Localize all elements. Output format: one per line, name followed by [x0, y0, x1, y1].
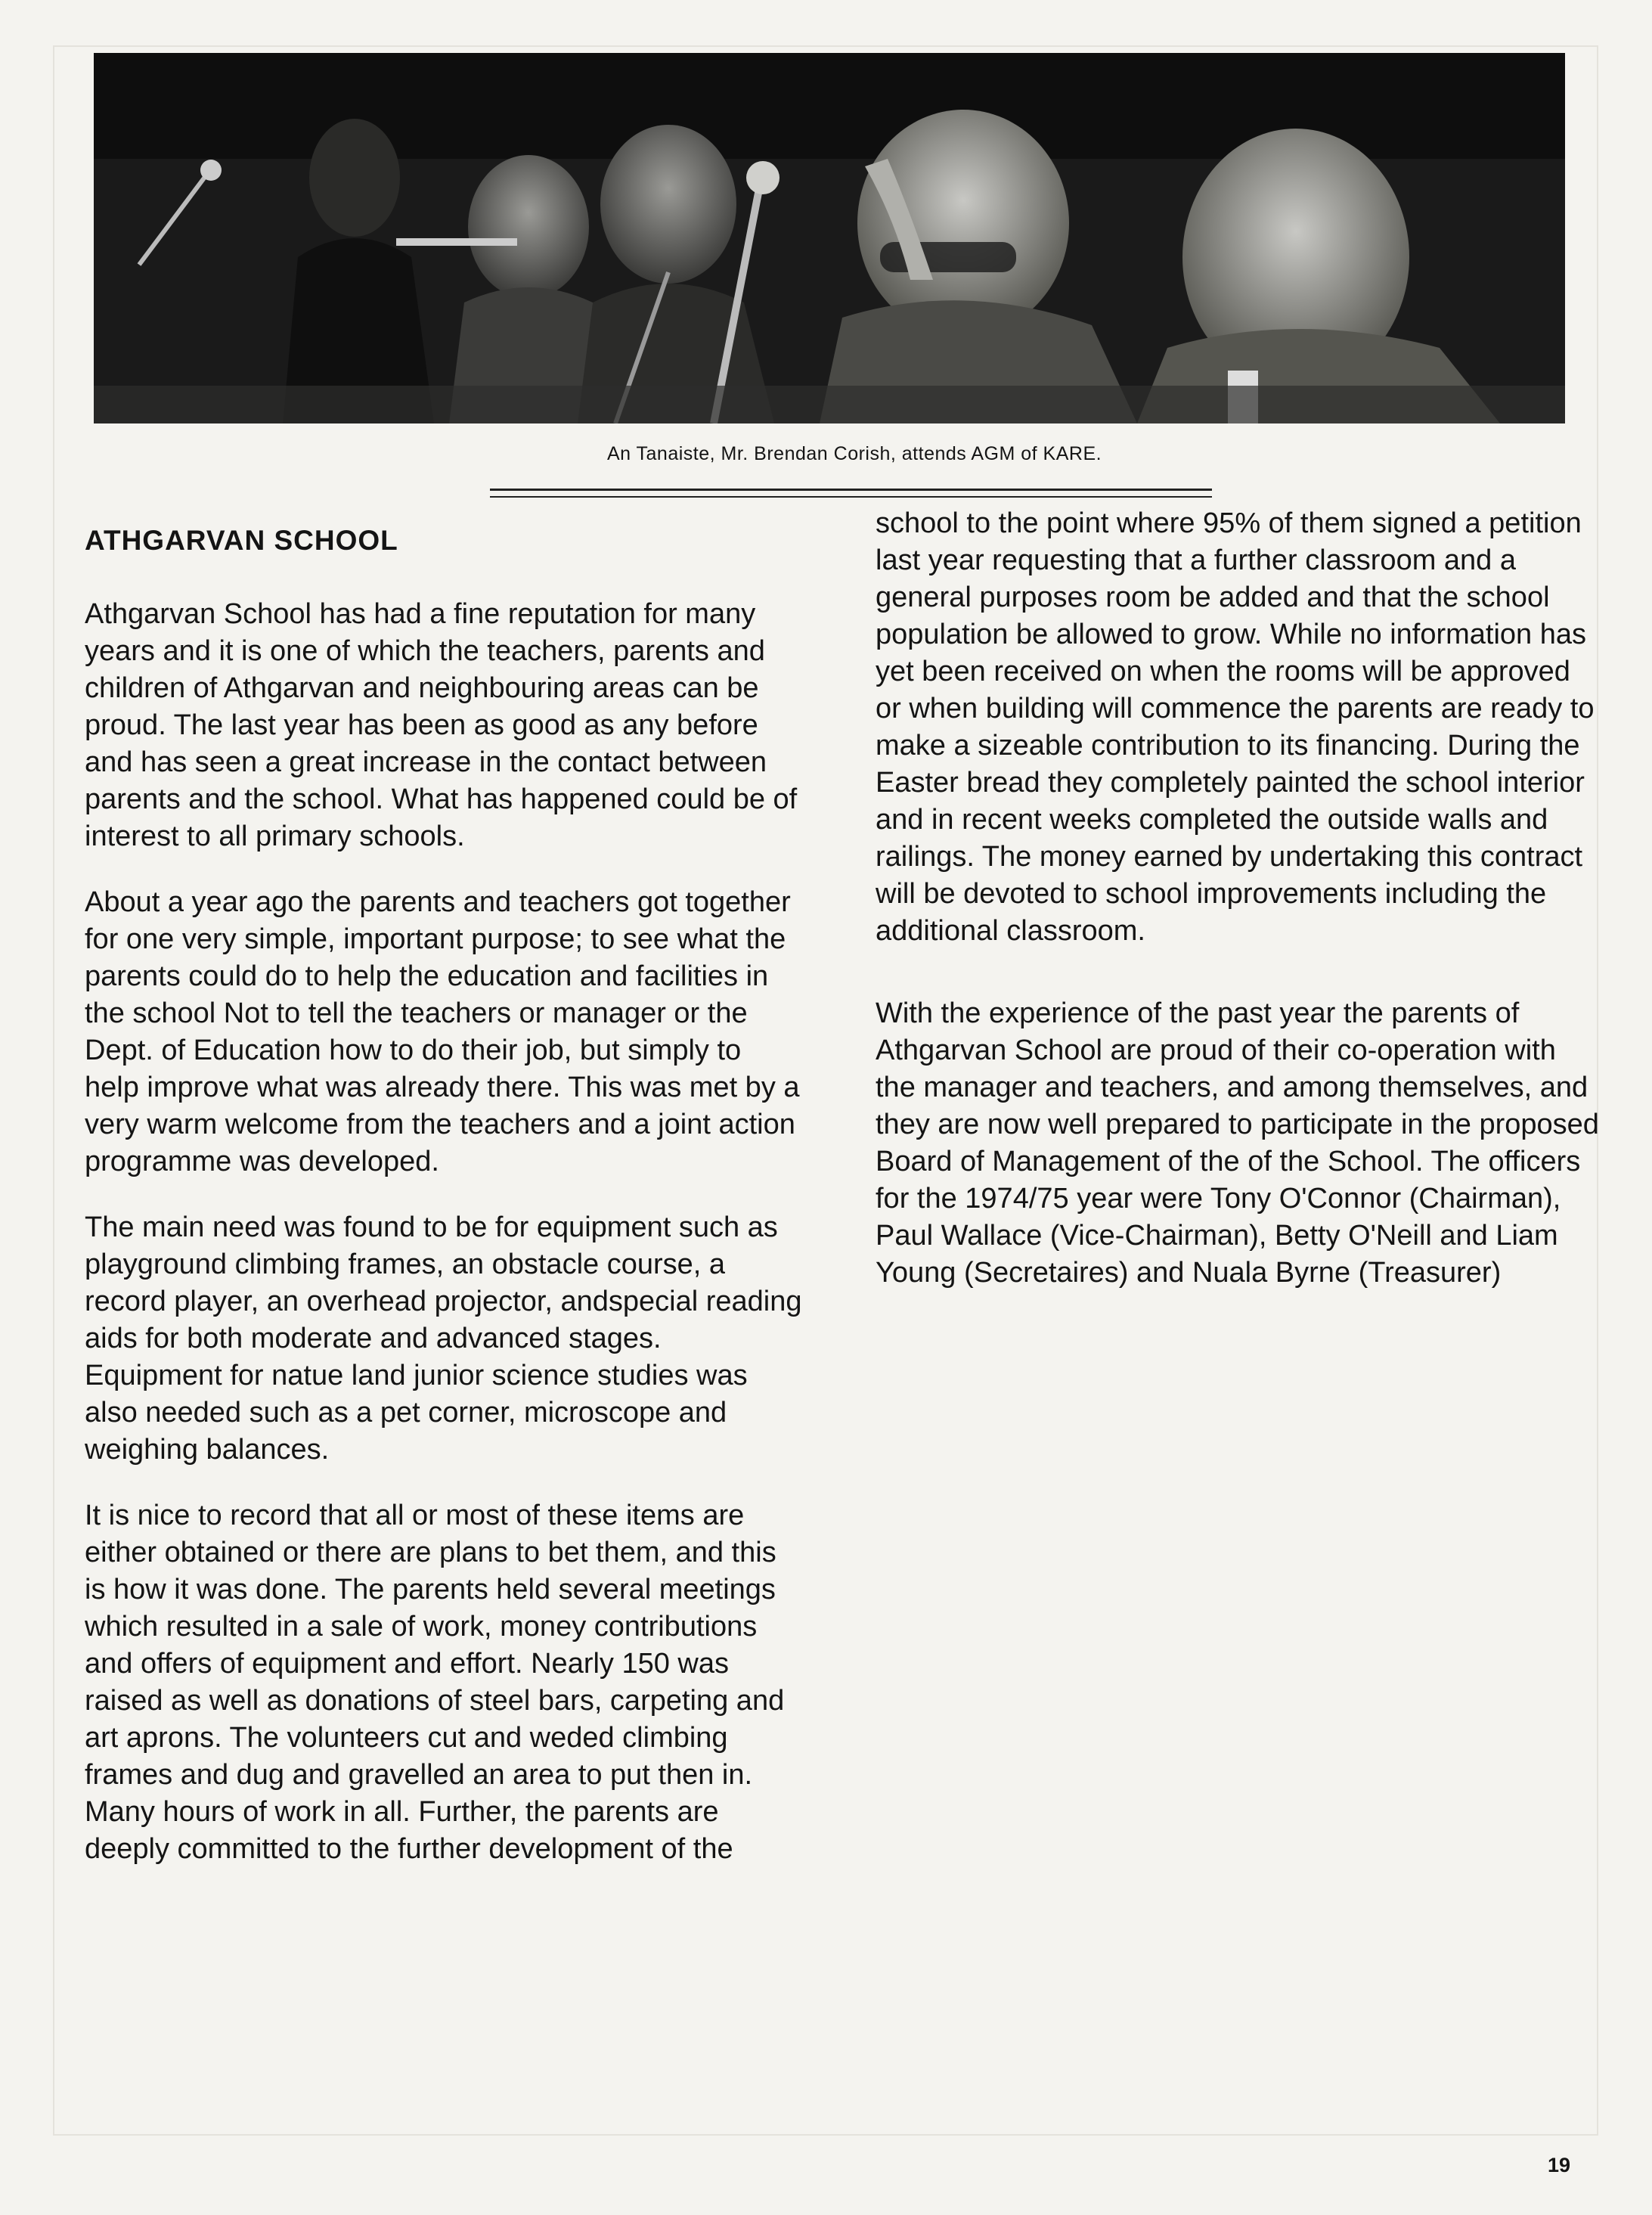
- left-column: [85, 522, 803, 1897]
- article-paragraph: school to the point where 95% of them signed a petition last year requesting that a further classroom and a general purposes room be added and that the school population be allowed to grow. While no information has yet been received on when the rooms will be approved or when building will commence the parents are ready to make a sizeable contribution to its financing. During the Easter bread they completely painted the school interior and in recent weeks completed the outside walls and railings. The money earned by undertaking this contract will be devoted to school improvements including the additional classroom.: [876, 507, 1595, 947]
- article-title: ATHGARVAN SCHOOL: [85, 525, 398, 556]
- meeting-photo: [94, 53, 1565, 423]
- page-number: 19: [1547, 2154, 1570, 2176]
- article-paragraph: Athgarvan School has had a fine reputation for many years and it is one of which the teachers, parents and children of Athgarvan and neighbouring areas can be proud. The last year has been as good as any before and has seen a great increase in the contact between parents and the school. What has happened could be of interest to all primary schools.: [85, 598, 798, 852]
- article-paragraph: With the experience of the past year the parents of Athgarvan School are proud of their co-operation with the manager and teachers, and among themselves, and they are now well prepared to participate in the proposed Board of Management of the of the School. The officers for the 1974/75 year were Tony O'Connor (Chairman), Paul Wallace (Vice-Chairman), Betty O'Neill and Liam Young (Secretaires) and Nuala Byrne (Treasurer): [876, 997, 1599, 1289]
- photo-caption: An Tanaiste, Mr. Brendan Corish, attends AGM of KARE.: [606, 443, 1102, 464]
- article-paragraph: It is nice to record that all or most of these items are either obtained or there are plans to bet them, and this is how it was done. The parents held several meetings which resulted in a sale of work, money contributions and offers of equipment and effort. Nearly 150 was raised as well as donations of steel bars, carpeting and art aprons. The volunteers cut and weded climbing frames and dug and gravelled an area to put then in. Many hours of work in all. Further, the parents are deeply committed to the further development of the: [85, 1500, 785, 1865]
- article-paragraph: The main need was found to be for equipment such as playground climbing frames, an obstacle course, a record player, an overhead projector, andspecial reading aids for both moderate and advanced stages. Equipment for natue land junior science studies was also needed such as a pet corner, microscope and weighing balances.: [85, 1211, 802, 1466]
- caption-rule-bottom: [490, 496, 1212, 498]
- right-column: [876, 505, 1601, 1320]
- article-paragraph: About a year ago the parents and teachers got together for one very simple, important purpose; to see what the parents could do to help the education and facilities in the school Not to tell the teachers or manager or the Dept. of Education how to do their job, but simply to help improve what was already there. This was met by a very warm welcome from the teachers and a joint action programme was developed.: [85, 886, 800, 1177]
- caption-rule-top: [490, 489, 1212, 491]
- photo-illustration: [94, 53, 1565, 423]
